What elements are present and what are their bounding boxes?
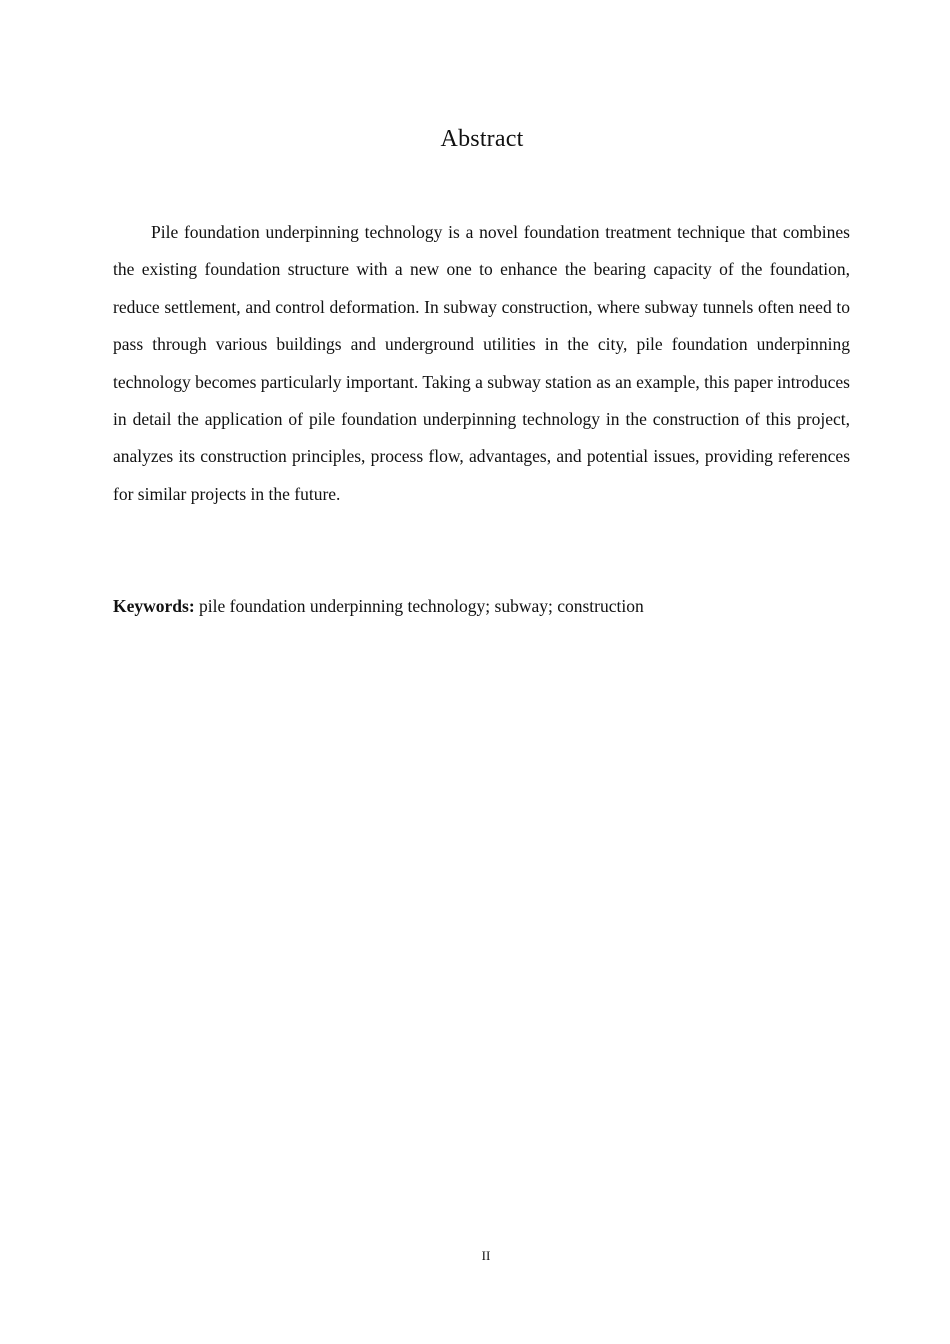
keywords-line — [113, 590, 850, 622]
abstract-paragraph: Pile foundation underpinning technology is a novel foundation treatment technique that combines the existing foundation structure with a new one to enhance the bearing capacity of the foundation, reduce settlement, and control deformation. In subway construction, where subway tunnels often need to pass through various buildings and underground utilities in the city, pile foundation underpinning technology becomes particularly important. Taking a subway station as an example, this paper introduces in detail the application of pile foundation underpinning technology in the construction of this project, analyzes its construction principles, process flow, advantages, and potential issues, providing references for similar projects in the future. — [113, 222, 850, 504]
keywords-label: Keywords: — [113, 596, 195, 616]
page-number: II — [481, 1248, 491, 1263]
keywords-text: pile foundation underpinning technology; subway; construction — [194, 596, 644, 616]
page-title: Abstract — [440, 126, 524, 152]
